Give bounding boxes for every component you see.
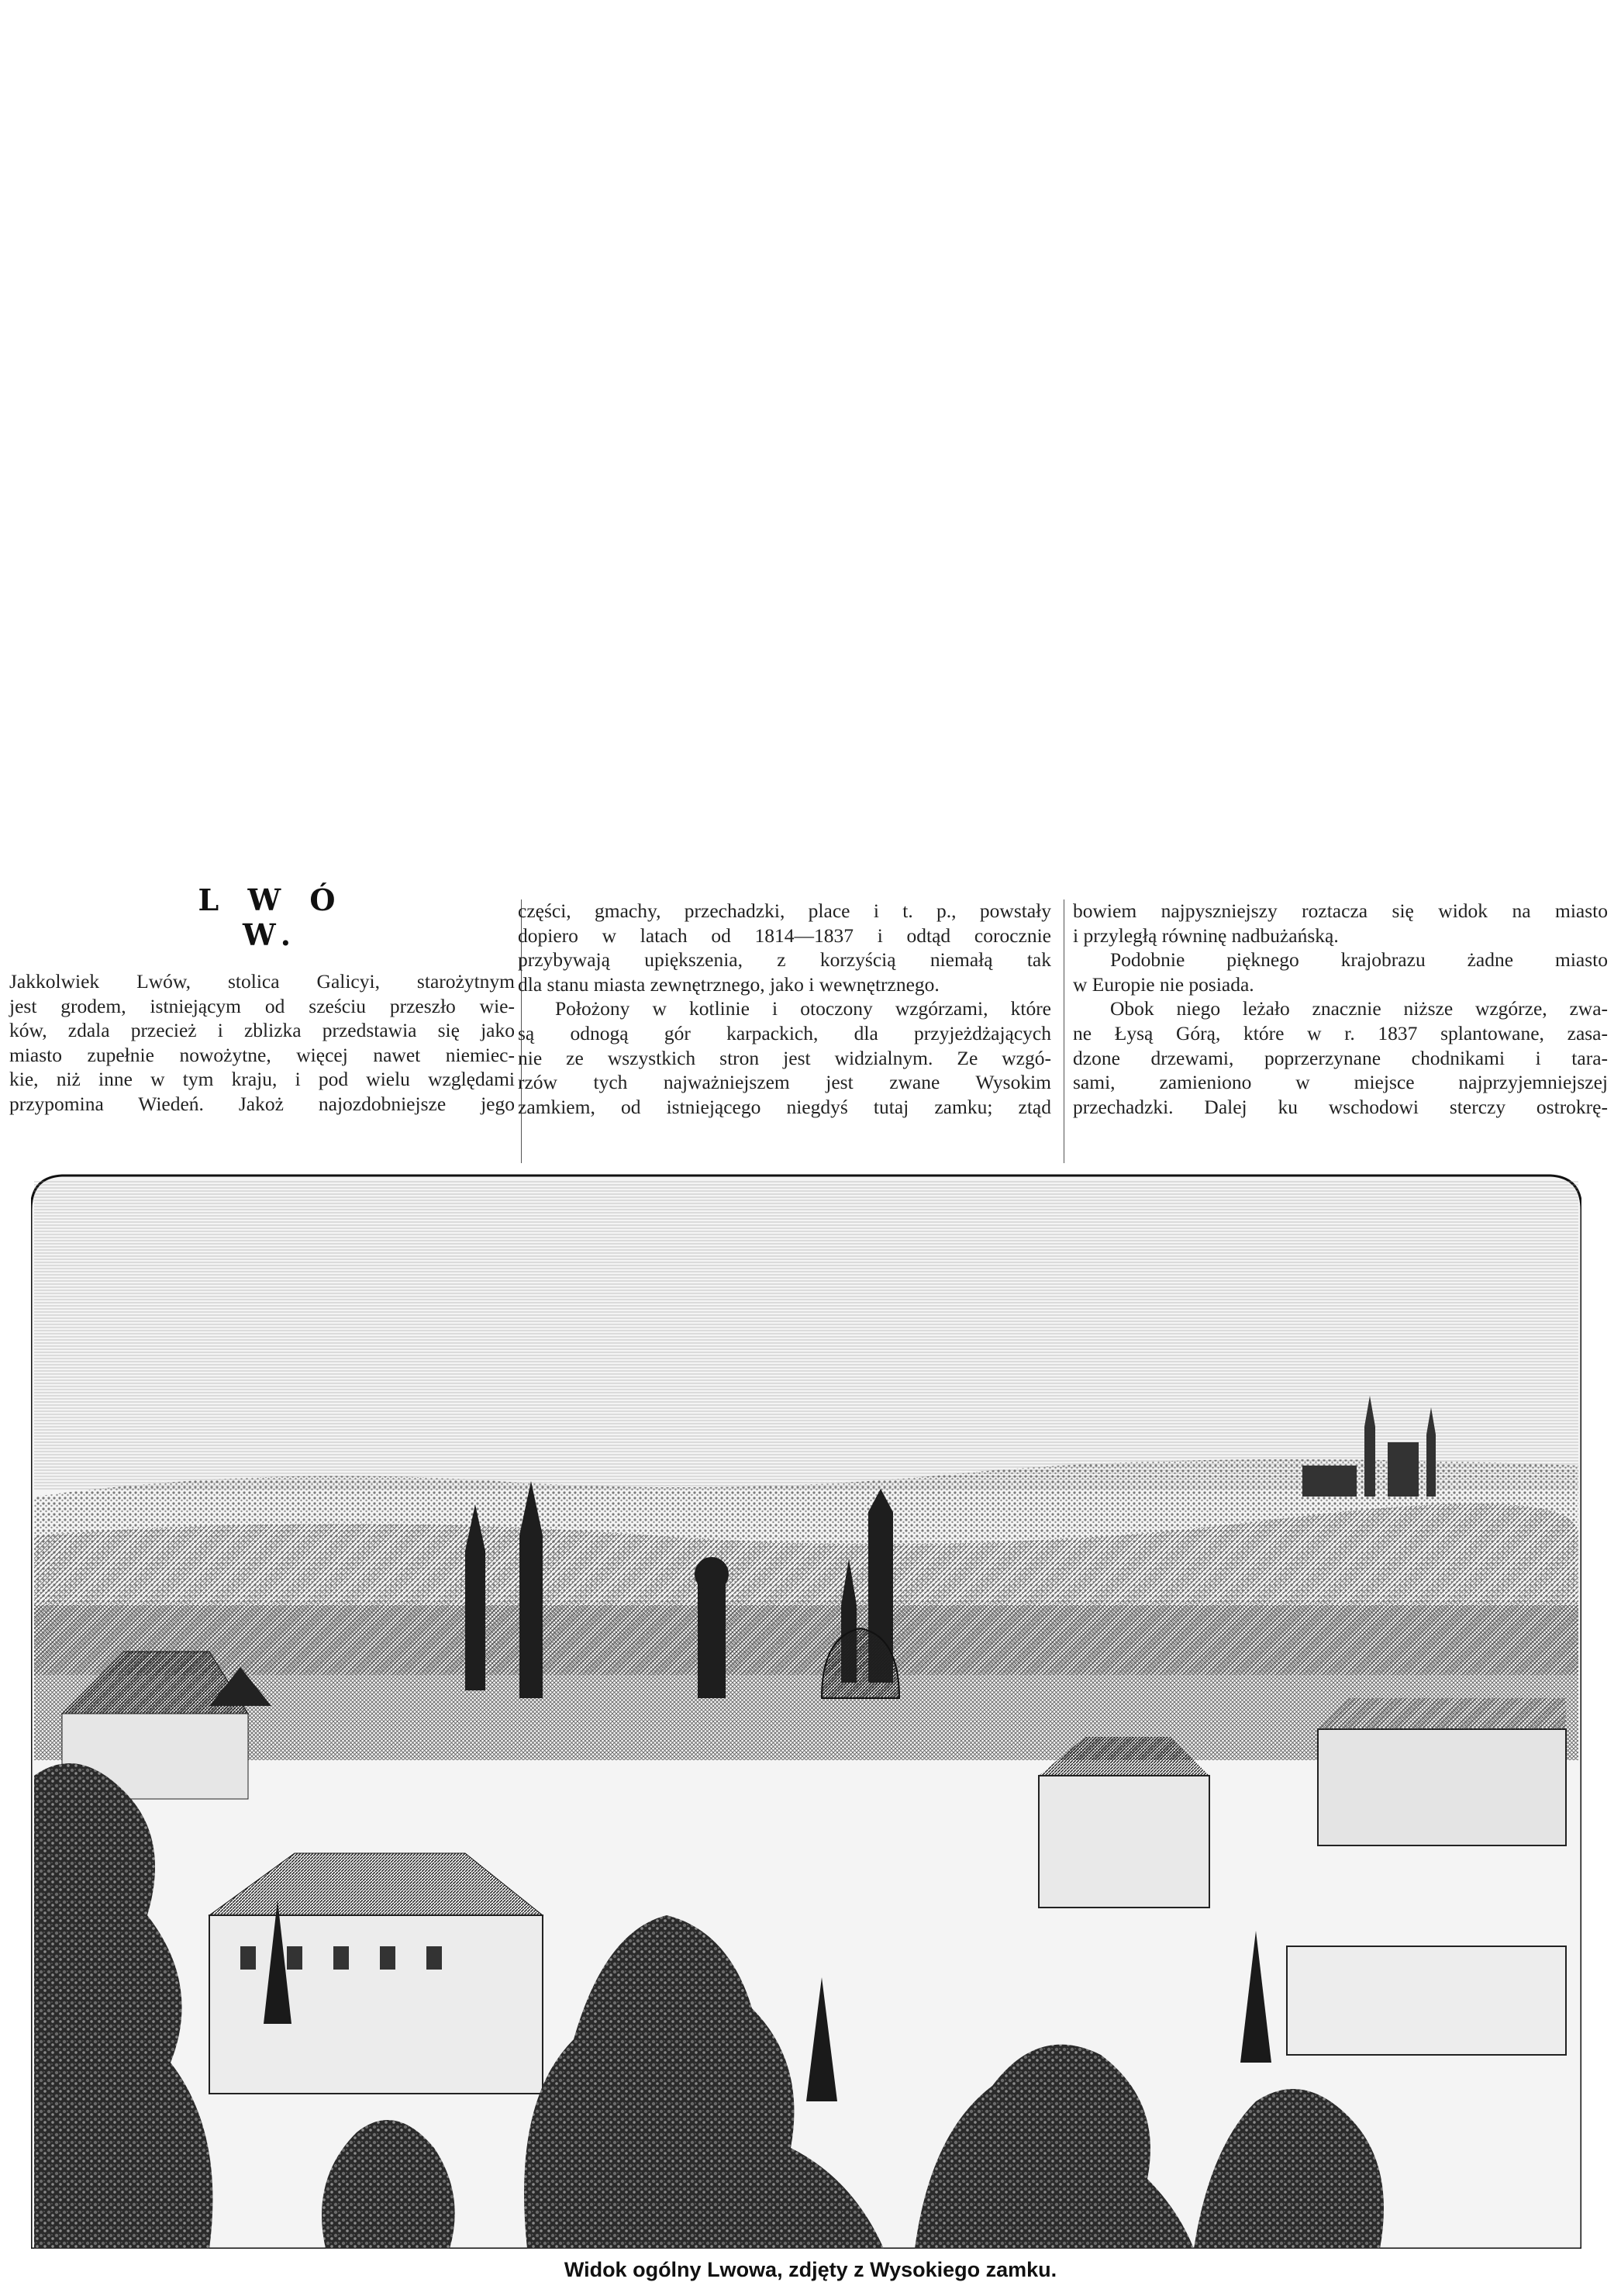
text-line: Jakkolwiek Lwów, stolica Galicyi, starożytnym: [9, 970, 515, 993]
text-line: miasto zupełnie nowożytne, więcej nawet niemiec-: [9, 1043, 515, 1066]
text-line: ków, zdala przecież i zblizka przedstawia się jako: [9, 1019, 515, 1042]
text-line: dla stanu miasta zewnętrznego, jako i wewnętrznego.: [518, 972, 940, 996]
text-line: jest grodem, istniejącym od sześciu przeszło wie-: [9, 994, 515, 1017]
text-line: przechadzki. Dalej ku wschodowi sterczy ostrokrę-: [1073, 1095, 1608, 1118]
text-line: rzów tych najważniejszem jest zwane Wysokim: [518, 1071, 1051, 1094]
text-column-1: [9, 969, 515, 1117]
text-line: przypomina Wiedeń. Jakoż najozdobniejsze jego: [9, 1092, 515, 1115]
text-line: nie ze wszystkich stron jest widzialnym. Ze wzgó-: [518, 1046, 1051, 1069]
text-line: części, gmachy, przechadzki, place i t. p., powstały: [518, 899, 1051, 922]
text-column-2: [518, 899, 1051, 1119]
text-line: i przyległą równinę nadbużańską.: [1073, 924, 1339, 947]
text-line: Obok niego leżało znacznie niższe wzgórze, zwa-: [1110, 997, 1608, 1020]
text-line: ne Łysą Górą, które w r. 1837 splantowane, zasa-: [1073, 1021, 1608, 1044]
text-line: są odnogą gór karpackich, dla przyjeżdżających: [518, 1021, 1051, 1044]
text-column-3: [1073, 899, 1608, 1119]
text-line: zamkiem, od istniejącego niegdyś tutaj zamku; ztąd: [518, 1095, 1051, 1118]
text-line: przybywają upiększenia, z korzyścią niemałą tak: [518, 948, 1051, 972]
text-line: w Europie nie posiada.: [1073, 972, 1254, 996]
article-title: L W Ó W.: [198, 882, 345, 952]
city-panorama-engraving: [31, 1171, 1581, 2249]
illustration-caption: Widok ogólny Lwowa, zdjęty z Wysokiego zamku.: [564, 2258, 1057, 2281]
text-line: dzone drzewami, poprzerzynane chodnikami i tara-: [1073, 1046, 1608, 1069]
text-line: Położony w kotlinie i otoczony wzgórzami, które: [555, 997, 1051, 1020]
text-line: bowiem najpyszniejszy roztacza się widok na miasto: [1073, 899, 1608, 922]
text-line: Podobnie pięknego krajobrazu żadne miasto: [1110, 948, 1608, 972]
text-line: dopiero w latach od 1814—1837 i odtąd corocznie: [518, 924, 1051, 947]
text-line: kie, niż inne w tym kraju, i pod wielu względami: [9, 1068, 515, 1091]
text-line: sami, zamieniono w miejsce najprzyjemniejszej: [1073, 1071, 1608, 1094]
